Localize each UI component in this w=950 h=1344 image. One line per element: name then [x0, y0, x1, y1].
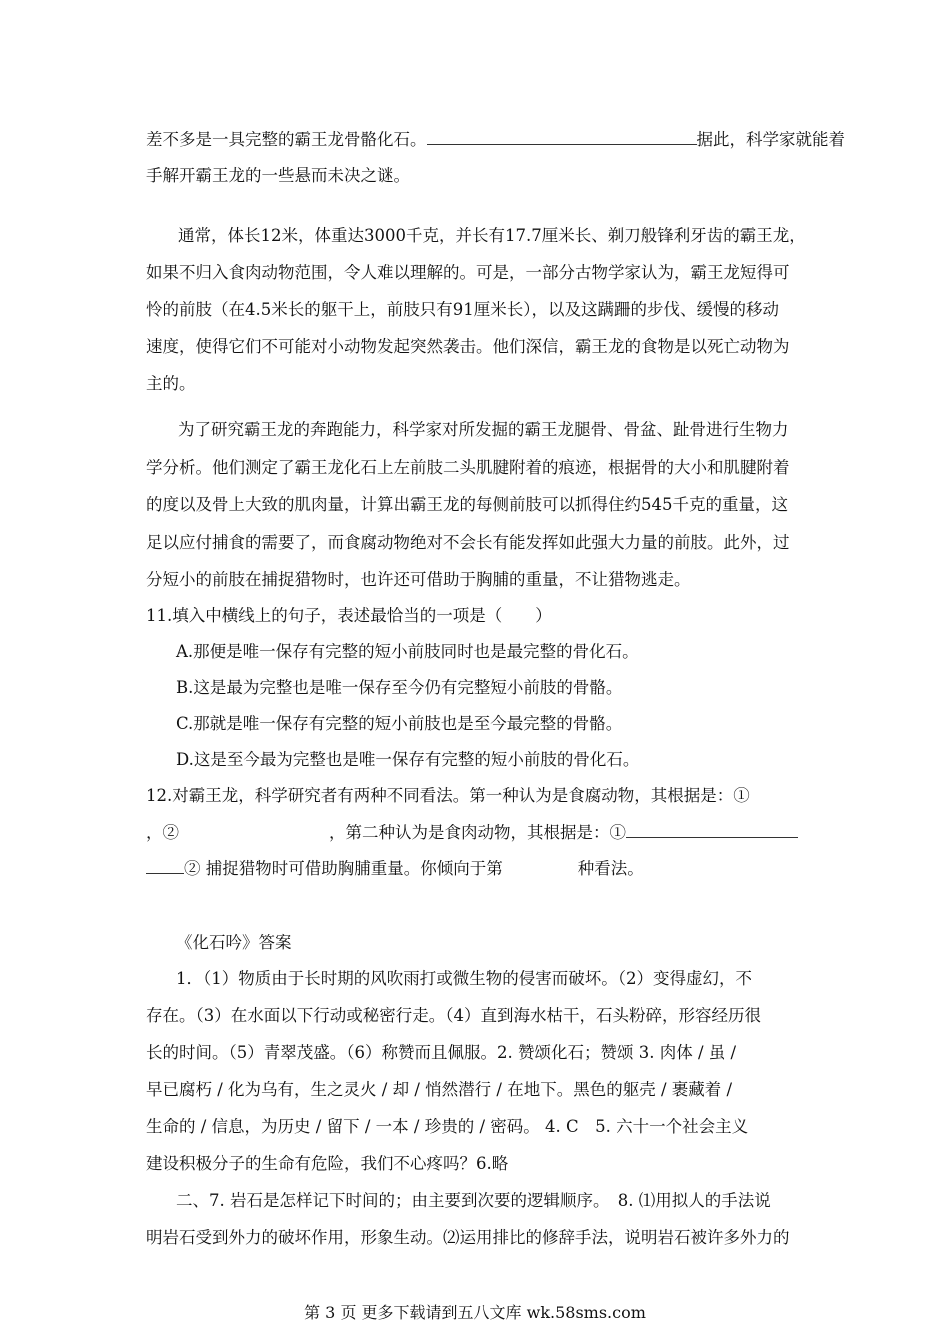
- paragraph-line: 速度，使得它们不可能对小动物发起突然袭击。他们深信，霸王龙的食物是以死亡动物为: [146, 337, 790, 356]
- answers-title: 《化石吟》答案: [176, 933, 292, 952]
- paragraph-line: 如果不归入食肉动物范围，令人难以理解的。可是，一部分古物学家认为，霸王龙短得可: [146, 263, 790, 282]
- passage-line: 手解开霸王龙的一些悬而未决之谜。: [146, 166, 410, 185]
- fill-blank: [427, 130, 697, 145]
- fill-blank: [626, 823, 798, 838]
- question-text: ② 捕捉猎物时可借助胸脯重量。你倾向于第: [184, 859, 503, 878]
- answer-line: 存在。（3）在水面以下行动或秘密行走。（4）直到海水枯干，石头粉碎，形容经历很: [146, 1006, 761, 1025]
- paragraph-line: 为了研究霸王龙的奔跑能力，科学家对所发掘的霸王龙腿骨、骨盆、趾骨进行生物力: [178, 420, 789, 439]
- option-c: C.那就是唯一保存有完整的短小前肢也是至今最完整的骨骼。: [176, 714, 623, 733]
- question-text: ，②: [146, 823, 179, 842]
- answer-line: 长的时间。（5）青翠茂盛。（6）称赞而且佩服。2. 赞颂化石；赞颂 3. 肉体 / 虽 /: [146, 1043, 737, 1062]
- page-footer: 第 3 页 更多下载请到五八文库 wk.58sms.com: [304, 1303, 646, 1322]
- answer-line: 生命的 / 信息，为历史 / 留下 / 一本 / 珍贵的 / 密码。 4. C 5. 六十一个社会主义: [146, 1117, 749, 1136]
- question-12-line: [146, 821, 798, 845]
- answer-line: 二、7. 岩石是怎样记下时间的；由主要到次要的逻辑顺序。 8. ⑴用拟人的手法说: [176, 1191, 771, 1210]
- answer-line: 早已腐朽 / 化为乌有，生之灵火 / 却 / 悄然潜行 / 在地下。黑色的躯壳 / 裹藏着 /: [146, 1080, 733, 1099]
- option-b: B.这是最为完整也是唯一保存至今仍有完整短小前肢的骨骼。: [176, 678, 623, 697]
- paragraph-line: 怜的前肢（在4.5米长的躯干上，前肢只有91厘米长），以及这蹒跚的步伐、缓慢的移动: [146, 300, 779, 319]
- answer-line: 1．（1）物质由于长时期的风吹雨打或微生物的侵害而破坏。（2）变得虚幻，不: [176, 969, 752, 988]
- question-text: ，第二种认为是食肉动物，其根据是：①: [329, 823, 626, 842]
- option-d: D.这是至今最为完整也是唯一保存有完整的短小前肢的骨化石。: [176, 750, 640, 769]
- paragraph-line: 分短小的前肢在捕捉猎物时，也许还可借助于胸脯的重量，不让猎物逃走。: [146, 570, 691, 589]
- question-12-line: [146, 857, 644, 881]
- paragraph-line: 学分析。他们测定了霸王龙化石上左前肢二头肌腱附着的痕迹，根据骨的大小和肌腱附着: [146, 458, 790, 477]
- passage-text: 据此，科学家就能着: [696, 130, 845, 149]
- question-text: 种看法。: [577, 859, 644, 878]
- question-12-stem: 12.对霸王龙，科学研究者有两种不同看法。第一种认为是食腐动物，其根据是：①: [146, 786, 750, 805]
- option-a: A.那便是唯一保存有完整的短小前肢同时也是最完整的骨化石。: [176, 642, 639, 661]
- answer-line: 建设积极分子的生命有危险，我们不心疼吗？6.略: [146, 1154, 509, 1173]
- paragraph-line: 通常，体长12米，体重达3000千克，并长有17.7厘米长、剃刀般锋利牙齿的霸王龙，: [178, 226, 806, 245]
- paragraph-line: 主的。: [146, 374, 196, 393]
- question-11-stem: 11.填入中横线上的句子，表述最恰当的一项是（ ）: [146, 606, 552, 625]
- paragraph-line: 足以应付捕食的需要了，而食腐动物绝对不会长有能发挥如此强大力量的前肢。此外，过: [146, 533, 790, 552]
- answer-line: 明岩石受到外力的破坏作用，形象生动。⑵运用排比的修辞手法，说明岩石被许多外力的: [146, 1228, 790, 1247]
- fill-blank: [146, 859, 184, 874]
- passage-line: [146, 128, 845, 152]
- passage-text: 差不多是一具完整的霸王龙骨骼化石。: [146, 130, 427, 149]
- paragraph-line: 的度以及骨上大致的肌肉量，计算出霸王龙的每侧前肢可以抓得住约545千克的重量，这: [146, 495, 788, 514]
